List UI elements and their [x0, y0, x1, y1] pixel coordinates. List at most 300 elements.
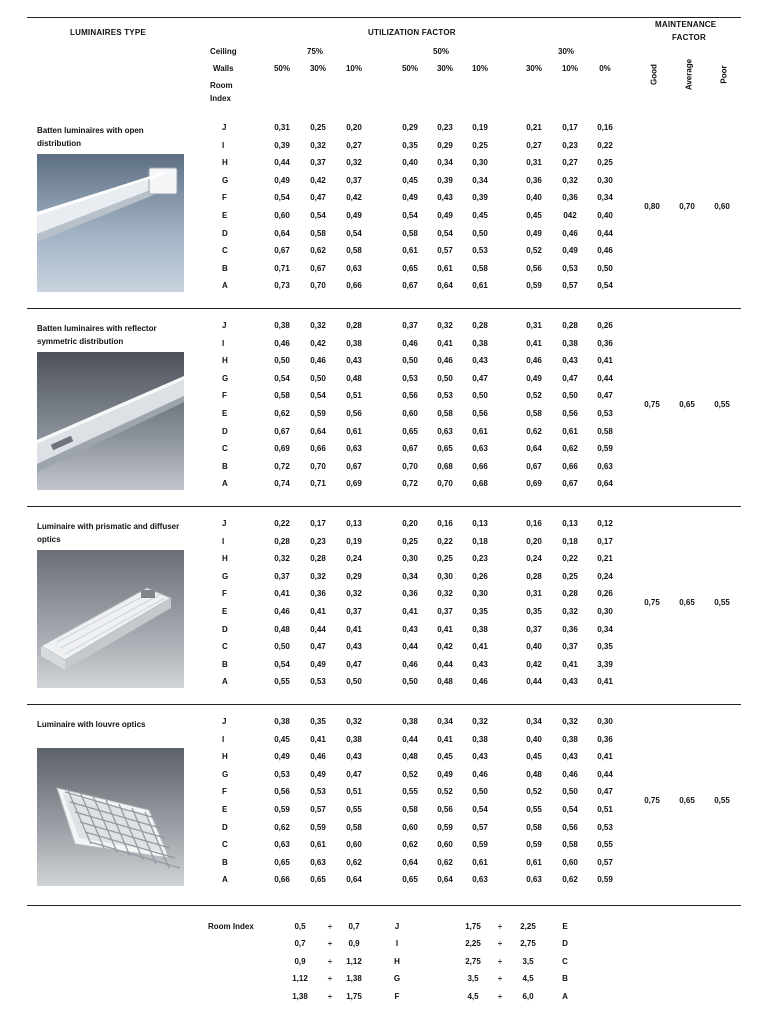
luminaire-title: Batten luminaires with reflector symmetric distribution — [37, 324, 157, 346]
utilization-value: 0,19 — [346, 537, 362, 546]
utilization-value: 0,22 — [562, 554, 578, 563]
utilization-value: 0,24 — [526, 554, 542, 563]
utilization-value: 0,16 — [597, 123, 613, 132]
room-index-separator: ÷ — [497, 957, 503, 966]
utilization-value: 0,30 — [597, 176, 613, 185]
utilization-value: 0,54 — [597, 281, 613, 290]
utilization-value: 0,21 — [526, 123, 542, 132]
walls-value: 30% — [436, 64, 453, 73]
utilization-value: 0,37 — [526, 625, 542, 634]
utilization-value: 0,68 — [472, 479, 488, 488]
room-index-letter: H — [222, 554, 228, 563]
room-index-letter: C — [222, 642, 228, 651]
utilization-value: 0,66 — [562, 462, 578, 471]
utilization-value: 0,43 — [437, 193, 453, 202]
utilization-value: 0,66 — [310, 444, 326, 453]
utilization-value: 0,29 — [346, 572, 362, 581]
utilization-value: 0,41 — [597, 356, 613, 365]
utilization-value: 0,60 — [346, 840, 362, 849]
utilization-value: 0,67 — [346, 462, 362, 471]
luminaire-photo — [37, 550, 184, 688]
utilization-value: 0,58 — [402, 229, 418, 238]
room-index-from: 3,5 — [467, 974, 479, 983]
utilization-value: 0,27 — [346, 141, 362, 150]
section-divider — [27, 704, 741, 705]
utilization-value: 0,70 — [402, 462, 418, 471]
utilization-value: 0,36 — [597, 339, 613, 348]
utilization-value: 0,61 — [310, 840, 326, 849]
utilization-value: 0,52 — [402, 770, 418, 779]
utilization-value: 0,32 — [562, 607, 578, 616]
utilization-value: 0,69 — [346, 479, 362, 488]
room-index-to: 0,9 — [348, 939, 360, 948]
room-index-label: Room Index — [208, 922, 254, 931]
utilization-value: 042 — [563, 211, 577, 220]
room-index-letter: J — [222, 321, 227, 330]
utilization-value: 0,72 — [274, 462, 290, 471]
utilization-value: 0,64 — [310, 427, 326, 436]
utilization-value: 0,38 — [472, 735, 488, 744]
utilization-value: 0,72 — [402, 479, 418, 488]
utilization-value: 0,32 — [562, 176, 578, 185]
maintenance-value: 0,65 — [679, 598, 695, 607]
utilization-value: 0,41 — [472, 642, 488, 651]
utilization-value: 0,63 — [346, 264, 362, 273]
room-index-letter: B — [222, 660, 228, 669]
utilization-value: 0,12 — [597, 519, 613, 528]
utilization-value: 0,65 — [402, 875, 418, 884]
room-index-letter: C — [222, 840, 228, 849]
utilization-value: 0,37 — [346, 607, 362, 616]
utilization-value: 0,58 — [472, 264, 488, 273]
utilization-value: 0,50 — [402, 677, 418, 686]
utilization-value: 0,18 — [472, 537, 488, 546]
room-index-letter: D — [222, 427, 228, 436]
utilization-value: 0,40 — [526, 642, 542, 651]
utilization-value: 0,34 — [402, 572, 418, 581]
utilization-value: 0,57 — [472, 823, 488, 832]
room-index-to: 1,75 — [346, 992, 362, 1001]
luminaires-type-header: LUMINAIRES TYPE — [70, 28, 146, 37]
utilization-value: 0,44 — [437, 660, 453, 669]
utilization-value: 0,55 — [402, 787, 418, 796]
utilization-value: 0,36 — [597, 735, 613, 744]
utilization-value: 0,46 — [437, 356, 453, 365]
utilization-value: 0,38 — [472, 339, 488, 348]
utilization-value: 0,45 — [437, 752, 453, 761]
top-rule — [27, 17, 741, 18]
room-index-letter: J — [222, 717, 227, 726]
utilization-value: 0,46 — [562, 770, 578, 779]
room-index-letter: G — [222, 770, 229, 779]
utilization-value: 0,46 — [310, 356, 326, 365]
utilization-value: 0,56 — [562, 409, 578, 418]
utilization-value: 0,35 — [402, 141, 418, 150]
utilization-value: 3,39 — [597, 660, 613, 669]
utilization-value: 0,44 — [597, 229, 613, 238]
utilization-value: 0,16 — [526, 519, 542, 528]
utilization-value: 0,61 — [402, 246, 418, 255]
utilization-value: 0,41 — [346, 625, 362, 634]
maintenance-value: 0,75 — [644, 400, 660, 409]
utilization-value: 0,49 — [526, 229, 542, 238]
utilization-value: 0,34 — [437, 717, 453, 726]
utilization-value: 0,49 — [274, 176, 290, 185]
utilization-value: 0,44 — [402, 642, 418, 651]
utilization-value: 0,53 — [562, 264, 578, 273]
utilization-value: 0,56 — [526, 264, 542, 273]
room-index-letter: G — [222, 176, 229, 185]
utilization-value: 0,43 — [402, 625, 418, 634]
room-index-separator: ÷ — [497, 992, 503, 1001]
utilization-value: 0,28 — [346, 321, 362, 330]
utilization-value: 0,44 — [597, 770, 613, 779]
room-index-separator: ÷ — [327, 939, 333, 948]
utilization-value: 0,48 — [274, 625, 290, 634]
utilization-value: 0,53 — [274, 770, 290, 779]
utilization-value: 0,30 — [472, 589, 488, 598]
utilization-value: 0,59 — [597, 875, 613, 884]
utilization-value: 0,32 — [310, 572, 326, 581]
utilization-value: 0,48 — [437, 677, 453, 686]
room-index-separator: ÷ — [327, 974, 333, 983]
utilization-value: 0,23 — [437, 123, 453, 132]
utilization-value: 0,41 — [562, 660, 578, 669]
utilization-value: 0,53 — [437, 391, 453, 400]
utilization-value: 0,30 — [402, 554, 418, 563]
utilization-value: 0,32 — [437, 589, 453, 598]
utilization-value: 0,34 — [437, 158, 453, 167]
room-index-letter: A — [222, 677, 228, 686]
room-index-letter-code: B — [562, 974, 568, 983]
room-index-letter: E — [222, 211, 228, 220]
utilization-value: 0,43 — [562, 752, 578, 761]
utilization-value: 0,61 — [472, 858, 488, 867]
utilization-value: 0,47 — [346, 770, 362, 779]
utilization-value: 0,51 — [346, 787, 362, 796]
utilization-value: 0,58 — [402, 805, 418, 814]
utilization-value: 0,64 — [437, 875, 453, 884]
utilization-value: 0,20 — [346, 123, 362, 132]
room-index-from: 4,5 — [467, 992, 479, 1001]
utilization-value: 0,13 — [346, 519, 362, 528]
utilization-value: 0,36 — [562, 625, 578, 634]
utilization-value: 0,50 — [310, 374, 326, 383]
utilization-value: 0,61 — [346, 427, 362, 436]
maintenance-value: 0,75 — [644, 598, 660, 607]
utilization-value: 0,37 — [310, 158, 326, 167]
room-index-letter: B — [222, 462, 228, 471]
room-index-letter: B — [222, 264, 228, 273]
utilization-value: 0,57 — [597, 858, 613, 867]
utilization-value: 0,39 — [274, 141, 290, 150]
utilization-value: 0,48 — [402, 752, 418, 761]
room-index-letter: H — [222, 158, 228, 167]
room-index-letter-code: H — [394, 957, 400, 966]
utilization-value: 0,26 — [597, 321, 613, 330]
utilization-value: 0,46 — [526, 356, 542, 365]
utilization-value: 0,57 — [562, 281, 578, 290]
utilization-value: 0,13 — [562, 519, 578, 528]
room-index-letter-code: I — [395, 939, 399, 948]
utilization-value: 0,53 — [597, 823, 613, 832]
utilization-value: 0,42 — [310, 176, 326, 185]
utilization-value: 0,13 — [472, 519, 488, 528]
utilization-value: 0,28 — [526, 572, 542, 581]
luminaire-photo — [37, 748, 184, 886]
utilization-value: 0,38 — [346, 735, 362, 744]
utilization-value: 0,27 — [526, 141, 542, 150]
room-index-letter-code: C — [562, 957, 568, 966]
utilization-value: 0,67 — [402, 281, 418, 290]
room-index-letter-code: J — [394, 922, 400, 931]
utilization-value: 0,63 — [437, 427, 453, 436]
utilization-value: 0,44 — [402, 735, 418, 744]
utilization-value: 0,30 — [437, 572, 453, 581]
utilization-value: 0,42 — [346, 193, 362, 202]
luminaire-title: Batten luminaires with open distribution — [37, 126, 144, 148]
utilization-value: 0,50 — [597, 264, 613, 273]
utilization-value: 0,47 — [346, 660, 362, 669]
utilization-value: 0,47 — [472, 374, 488, 383]
utilization-value: 0,41 — [437, 339, 453, 348]
utilization-value: 0,65 — [310, 875, 326, 884]
utilization-value: 0,54 — [310, 211, 326, 220]
utilization-value: 0,41 — [437, 625, 453, 634]
utilization-value: 0,16 — [437, 519, 453, 528]
utilization-value: 0,61 — [472, 281, 488, 290]
room-index-letter-code: G — [393, 974, 401, 983]
utilization-value: 0,67 — [526, 462, 542, 471]
utilization-value: 0,58 — [562, 840, 578, 849]
utilization-value: 0,38 — [472, 625, 488, 634]
room-index-separator: ÷ — [327, 992, 333, 1001]
utilization-value: 0,62 — [346, 858, 362, 867]
utilization-value: 0,19 — [472, 123, 488, 132]
utilization-value: 0,41 — [437, 735, 453, 744]
utilization-value: 0,61 — [472, 427, 488, 436]
utilization-value: 0,43 — [346, 642, 362, 651]
utilization-value: 0,48 — [346, 374, 362, 383]
room-index-letter: D — [222, 229, 228, 238]
utilization-value: 0,32 — [346, 717, 362, 726]
utilization-value: 0,28 — [562, 321, 578, 330]
utilization-value: 0,25 — [597, 158, 613, 167]
index-label: Index — [210, 94, 231, 103]
utilization-value: 0,67 — [274, 427, 290, 436]
utilization-value: 0,59 — [472, 840, 488, 849]
maintenance-value: 0,75 — [644, 796, 660, 805]
utilization-value: 0,63 — [526, 875, 542, 884]
utilization-value: 0,37 — [402, 321, 418, 330]
utilization-value: 0,50 — [346, 677, 362, 686]
room-index-letter: F — [222, 787, 227, 796]
utilization-value: 0,54 — [274, 660, 290, 669]
walls-label: Walls — [213, 64, 234, 73]
room-index-letter-code: A — [562, 992, 568, 1001]
utilization-value: 0,25 — [437, 554, 453, 563]
room-index-letter: J — [222, 123, 227, 132]
maintenance-value: 0,65 — [679, 400, 695, 409]
utilization-value: 0,63 — [472, 875, 488, 884]
utilization-value: 0,70 — [437, 479, 453, 488]
utilization-value: 0,47 — [310, 642, 326, 651]
utilization-value: 0,46 — [402, 660, 418, 669]
utilization-value: 0,25 — [562, 572, 578, 581]
utilization-value: 0,60 — [402, 823, 418, 832]
utilization-value: 0,56 — [472, 409, 488, 418]
room-index-from: 1,12 — [292, 974, 308, 983]
utilization-value: 0,29 — [437, 141, 453, 150]
room-index-letter: I — [222, 537, 225, 546]
utilization-value: 0,25 — [472, 141, 488, 150]
utilization-value: 0,56 — [562, 823, 578, 832]
utilization-value: 0,59 — [526, 281, 542, 290]
utilization-value: 0,52 — [526, 391, 542, 400]
utilization-value: 0,66 — [274, 875, 290, 884]
utilization-value: 0,45 — [526, 752, 542, 761]
room-index-letter: I — [222, 141, 225, 150]
utilization-value: 0,61 — [562, 427, 578, 436]
utilization-value: 0,58 — [310, 229, 326, 238]
utilization-value: 0,32 — [310, 321, 326, 330]
maintenance-factor-header-line2: FACTOR — [672, 33, 706, 42]
utilization-value: 0,35 — [597, 642, 613, 651]
utilization-value: 0,20 — [402, 519, 418, 528]
utilization-value: 0,62 — [437, 858, 453, 867]
utilization-value: 0,38 — [346, 339, 362, 348]
room-index-letter: F — [222, 391, 227, 400]
utilization-value: 0,65 — [402, 427, 418, 436]
utilization-value: 0,37 — [274, 572, 290, 581]
utilization-value: 0,67 — [274, 246, 290, 255]
utilization-value: 0,28 — [472, 321, 488, 330]
utilization-value: 0,28 — [310, 554, 326, 563]
utilization-value: 0,44 — [310, 625, 326, 634]
utilization-value: 0,35 — [472, 607, 488, 616]
room-index-separator: ÷ — [327, 922, 333, 931]
utilization-value: 0,32 — [562, 717, 578, 726]
room-index-letter: A — [222, 875, 228, 884]
utilization-value: 0,21 — [597, 554, 613, 563]
utilization-value: 0,38 — [562, 735, 578, 744]
utilization-value: 0,43 — [472, 356, 488, 365]
room-index-letter: F — [222, 193, 227, 202]
utilization-value: 0,24 — [597, 572, 613, 581]
utilization-value: 0,67 — [562, 479, 578, 488]
maintenance-factor-header-line1: MAINTENANCE — [655, 20, 717, 29]
utilization-value: 0,58 — [346, 823, 362, 832]
maintenance-value: 0,55 — [714, 400, 730, 409]
utilization-value: 0,52 — [437, 787, 453, 796]
utilization-value: 0,46 — [472, 770, 488, 779]
utilization-value: 0,59 — [310, 823, 326, 832]
ceiling-label: Ceiling — [210, 47, 237, 56]
utilization-value: 0,41 — [597, 677, 613, 686]
utilization-value: 0,65 — [402, 264, 418, 273]
utilization-value: 0,54 — [562, 805, 578, 814]
room-index-letter: E — [222, 409, 228, 418]
utilization-value: 0,64 — [274, 229, 290, 238]
walls-value: 10% — [561, 64, 578, 73]
utilization-value: 0,52 — [526, 246, 542, 255]
room-index-to: 1,38 — [346, 974, 362, 983]
utilization-value: 0,49 — [310, 660, 326, 669]
utilization-value: 0,58 — [526, 409, 542, 418]
utilization-value: 0,54 — [310, 391, 326, 400]
utilization-value: 0,36 — [526, 176, 542, 185]
utilization-value: 0,70 — [310, 462, 326, 471]
utilization-value: 0,38 — [274, 321, 290, 330]
utilization-value: 0,61 — [437, 264, 453, 273]
utilization-value: 0,63 — [346, 444, 362, 453]
utilization-value: 0,32 — [472, 717, 488, 726]
utilization-value: 0,53 — [310, 787, 326, 796]
utilization-value: 0,42 — [310, 339, 326, 348]
utilization-value: 0,31 — [526, 589, 542, 598]
maintenance-value: 0,70 — [679, 202, 695, 211]
utilization-value: 0,41 — [274, 589, 290, 598]
room-index-to: 4,5 — [522, 974, 534, 983]
utilization-value: 0,50 — [562, 787, 578, 796]
utilization-value: 0,46 — [472, 677, 488, 686]
utilization-value: 0,35 — [526, 607, 542, 616]
utilization-value: 0,59 — [274, 805, 290, 814]
utilization-value: 0,59 — [597, 444, 613, 453]
room-index-letter: F — [222, 589, 227, 598]
utilization-value: 0,62 — [274, 823, 290, 832]
room-index-letter: G — [222, 572, 229, 581]
room-index-letter: I — [222, 339, 225, 348]
utilization-value: 0,50 — [472, 391, 488, 400]
room-index-from: 2,25 — [465, 939, 481, 948]
utilization-value: 0,62 — [562, 444, 578, 453]
utilization-value: 0,71 — [274, 264, 290, 273]
utilization-value: 0,50 — [562, 391, 578, 400]
utilization-value: 0,50 — [402, 356, 418, 365]
utilization-value: 0,62 — [526, 427, 542, 436]
utilization-value: 0,26 — [597, 589, 613, 598]
utilization-value: 0,22 — [274, 519, 290, 528]
utilization-value: 0,25 — [310, 123, 326, 132]
utilization-value: 0,31 — [274, 123, 290, 132]
utilization-value: 0,71 — [310, 479, 326, 488]
utilization-value: 0,68 — [437, 462, 453, 471]
utilization-value: 0,74 — [274, 479, 290, 488]
utilization-value: 0,49 — [437, 770, 453, 779]
utilization-value: 0,60 — [274, 211, 290, 220]
utilization-value: 0,32 — [437, 321, 453, 330]
utilization-value: 0,60 — [562, 858, 578, 867]
room-index-from: 1,75 — [465, 922, 481, 931]
utilization-value: 0,63 — [310, 858, 326, 867]
utilization-value: 0,54 — [437, 229, 453, 238]
utilization-value: 0,64 — [597, 479, 613, 488]
utilization-value: 0,43 — [472, 752, 488, 761]
room-index-separator: ÷ — [497, 974, 503, 983]
utilization-value: 0,42 — [437, 642, 453, 651]
room-index-letter: H — [222, 752, 228, 761]
utilization-value: 0,62 — [274, 409, 290, 418]
utilization-value: 0,63 — [472, 444, 488, 453]
utilization-value: 0,65 — [437, 444, 453, 453]
utilization-value: 0,58 — [346, 246, 362, 255]
utilization-value: 0,66 — [346, 281, 362, 290]
utilization-value: 0,42 — [526, 660, 542, 669]
utilization-value: 0,59 — [310, 409, 326, 418]
luminaire-title: Luminaire with louvre optics — [37, 720, 146, 729]
utilization-value: 0,45 — [472, 211, 488, 220]
